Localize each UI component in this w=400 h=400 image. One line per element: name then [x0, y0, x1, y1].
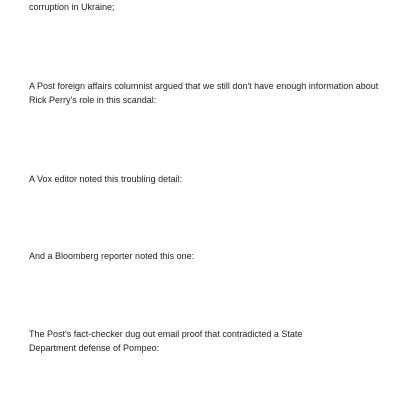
paragraph-line: corruption in Ukraine; — [29, 2, 115, 12]
paragraph-line: The Post's fact-checker dug out email proof that contradicted a State — [29, 329, 303, 339]
paragraph-vox-editor — [29, 172, 379, 186]
paragraph-line: Department defense of Pompeo: — [29, 343, 160, 353]
paragraph-fact-checker — [29, 327, 379, 355]
paragraph-line: A Vox editor noted this troubling detail: — [29, 174, 183, 184]
paragraph-bloomberg-reporter — [29, 249, 379, 263]
paragraph-post-columnist — [29, 79, 379, 107]
paragraph-ukraine-corruption — [29, 0, 379, 14]
paragraph-line: And a Bloomberg reporter noted this one: — [29, 251, 195, 261]
paragraph-line: A Post foreign affairs columnist argued that we still don't have enough information about — [29, 81, 379, 91]
paragraph-line: Rick Perry's role in this scandal: — [29, 95, 157, 105]
